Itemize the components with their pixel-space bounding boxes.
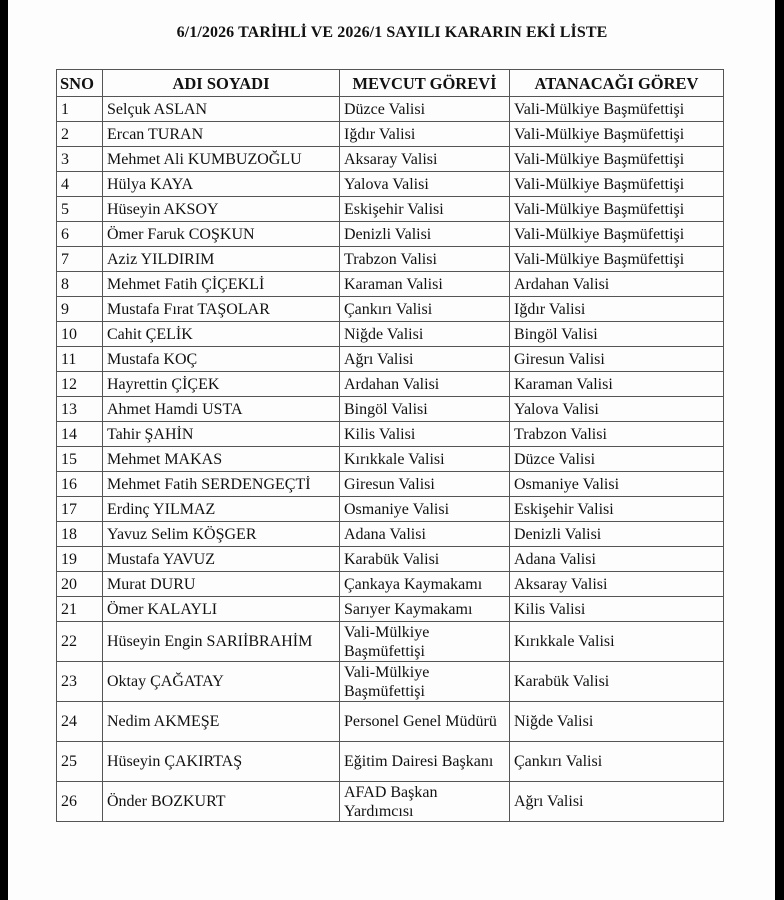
assigned-position-cell: Denizli Valisi xyxy=(510,522,724,547)
table-row xyxy=(57,547,724,572)
assigned-position-cell: Aksaray Valisi xyxy=(510,572,724,597)
table-row xyxy=(57,472,724,497)
assigned-position-cell: Kilis Valisi xyxy=(510,597,724,622)
current-position-cell: Çankırı Valisi xyxy=(340,297,510,322)
assigned-position-cell: Yalova Valisi xyxy=(510,397,724,422)
name-cell: Ömer Faruk COŞKUN xyxy=(103,222,340,247)
current-position-cell: Vali-Mülkiye Başmüfettişi xyxy=(340,622,510,662)
name-cell: Hayrettin ÇİÇEK xyxy=(103,372,340,397)
sno-cell: 4 xyxy=(57,172,103,197)
name-cell: Mustafa YAVUZ xyxy=(103,547,340,572)
assigned-position-cell: Vali-Mülkiye Başmüfettişi xyxy=(510,122,724,147)
sno-cell: 11 xyxy=(57,347,103,372)
current-position-cell: Bingöl Valisi xyxy=(340,397,510,422)
current-position-cell: AFAD Başkan Yardımcısı xyxy=(340,782,510,822)
sno-cell: 9 xyxy=(57,297,103,322)
sno-cell: 17 xyxy=(57,497,103,522)
sno-cell: 12 xyxy=(57,372,103,397)
assigned-position-cell: Eskişehir Valisi xyxy=(510,497,724,522)
assigned-position-cell: Ağrı Valisi xyxy=(510,782,724,822)
assigned-position-cell: Çankırı Valisi xyxy=(510,742,724,782)
table-row xyxy=(57,522,724,547)
sno-cell: 18 xyxy=(57,522,103,547)
name-cell: Yavuz Selim KÖŞGER xyxy=(103,522,340,547)
name-cell: Hülya KAYA xyxy=(103,172,340,197)
name-cell: Erdinç YILMAZ xyxy=(103,497,340,522)
table-row xyxy=(57,662,724,702)
name-cell: Oktay ÇAĞATAY xyxy=(103,662,340,702)
name-cell: Mehmet Fatih ÇİÇEKLİ xyxy=(103,272,340,297)
current-position-cell: Ardahan Valisi xyxy=(340,372,510,397)
table-header-row xyxy=(57,70,724,97)
table-row xyxy=(57,397,724,422)
current-position-cell: Trabzon Valisi xyxy=(340,247,510,272)
assigned-position-cell: Vali-Mülkiye Başmüfettişi xyxy=(510,247,724,272)
assigned-position-cell: Vali-Mülkiye Başmüfettişi xyxy=(510,172,724,197)
current-position-cell: Kırıkkale Valisi xyxy=(340,447,510,472)
assigned-position-cell: Giresun Valisi xyxy=(510,347,724,372)
sno-cell: 2 xyxy=(57,122,103,147)
sno-cell: 14 xyxy=(57,422,103,447)
table-row xyxy=(57,702,724,742)
sno-cell: 25 xyxy=(57,742,103,782)
table-row xyxy=(57,422,724,447)
name-cell: Mehmet Fatih SERDENGEÇTİ xyxy=(103,472,340,497)
table-row xyxy=(57,197,724,222)
table-row xyxy=(57,297,724,322)
assigned-position-cell: Adana Valisi xyxy=(510,547,724,572)
name-cell: Mehmet Ali KUMBUZOĞLU xyxy=(103,147,340,172)
current-position-cell: Giresun Valisi xyxy=(340,472,510,497)
current-position-cell: Niğde Valisi xyxy=(340,322,510,347)
current-position-cell: Aksaray Valisi xyxy=(340,147,510,172)
table-row xyxy=(57,447,724,472)
sno-cell: 26 xyxy=(57,782,103,822)
current-position-cell: Eğitim Dairesi Başkanı xyxy=(340,742,510,782)
sno-cell: 24 xyxy=(57,702,103,742)
assigned-position-cell: Vali-Mülkiye Başmüfettişi xyxy=(510,147,724,172)
current-position-cell: Karabük Valisi xyxy=(340,547,510,572)
sno-cell: 7 xyxy=(57,247,103,272)
assigned-position-cell: Vali-Mülkiye Başmüfettişi xyxy=(510,222,724,247)
table-row xyxy=(57,222,724,247)
sno-cell: 10 xyxy=(57,322,103,347)
name-cell: Tahir ŞAHİN xyxy=(103,422,340,447)
name-cell: Ahmet Hamdi USTA xyxy=(103,397,340,422)
header-assigned-position: ATANACAĞI GÖREV xyxy=(510,70,724,97)
table-row xyxy=(57,122,724,147)
table-row xyxy=(57,247,724,272)
header-sno: SNO xyxy=(57,70,103,97)
current-position-cell: Osmaniye Valisi xyxy=(340,497,510,522)
sno-cell: 8 xyxy=(57,272,103,297)
name-cell: Ömer KALAYLI xyxy=(103,597,340,622)
assigned-position-cell: Bingöl Valisi xyxy=(510,322,724,347)
current-position-cell: Çankaya Kaymakamı xyxy=(340,572,510,597)
assigned-position-cell: Ardahan Valisi xyxy=(510,272,724,297)
sno-cell: 3 xyxy=(57,147,103,172)
sno-cell: 6 xyxy=(57,222,103,247)
assigned-position-cell: Niğde Valisi xyxy=(510,702,724,742)
name-cell: Mustafa Fırat TAŞOLAR xyxy=(103,297,340,322)
table-row xyxy=(57,497,724,522)
table-row xyxy=(57,97,724,122)
name-cell: Önder BOZKURT xyxy=(103,782,340,822)
sno-cell: 1 xyxy=(57,97,103,122)
current-position-cell: Karaman Valisi xyxy=(340,272,510,297)
sno-cell: 19 xyxy=(57,547,103,572)
current-position-cell: Eskişehir Valisi xyxy=(340,197,510,222)
current-position-cell: Sarıyer Kaymakamı xyxy=(340,597,510,622)
name-cell: Mehmet MAKAS xyxy=(103,447,340,472)
name-cell: Nedim AKMEŞE xyxy=(103,702,340,742)
current-position-cell: Yalova Valisi xyxy=(340,172,510,197)
table-row xyxy=(57,272,724,297)
table-row xyxy=(57,597,724,622)
sno-cell: 13 xyxy=(57,397,103,422)
table-row xyxy=(57,322,724,347)
current-position-cell: Adana Valisi xyxy=(340,522,510,547)
table-row xyxy=(57,622,724,662)
current-position-cell: Kilis Valisi xyxy=(340,422,510,447)
current-position-cell: Denizli Valisi xyxy=(340,222,510,247)
name-cell: Aziz YILDIRIM xyxy=(103,247,340,272)
document-title: 6/1/2026 TARİHLİ VE 2026/1 SAYILI KARARIN EKİ LİSTE xyxy=(176,24,608,41)
assigned-position-cell: Karaman Valisi xyxy=(510,372,724,397)
table-row xyxy=(57,172,724,197)
table-row xyxy=(57,147,724,172)
assigned-position-cell: Vali-Mülkiye Başmüfettişi xyxy=(510,97,724,122)
table-row xyxy=(57,782,724,822)
sno-cell: 20 xyxy=(57,572,103,597)
assigned-position-cell: Vali-Mülkiye Başmüfettişi xyxy=(510,197,724,222)
sno-cell: 15 xyxy=(57,447,103,472)
current-position-cell: Iğdır Valisi xyxy=(340,122,510,147)
assigned-position-cell: Karabük Valisi xyxy=(510,662,724,702)
current-position-cell: Ağrı Valisi xyxy=(340,347,510,372)
current-position-cell: Vali-Mülkiye Başmüfettişi xyxy=(340,662,510,702)
header-current-position: MEVCUT GÖREVİ xyxy=(340,70,510,97)
sno-cell: 16 xyxy=(57,472,103,497)
assigned-position-cell: Düzce Valisi xyxy=(510,447,724,472)
assigned-position-cell: Kırıkkale Valisi xyxy=(510,622,724,662)
current-position-cell: Personel Genel Müdürü xyxy=(340,702,510,742)
table-row xyxy=(57,372,724,397)
name-cell: Hüseyin Engin SARIİBRAHİM xyxy=(103,622,340,662)
table-row xyxy=(57,347,724,372)
name-cell: Hüseyin ÇAKIRTAŞ xyxy=(103,742,340,782)
name-cell: Hüseyin AKSOY xyxy=(103,197,340,222)
assigned-position-cell: Iğdır Valisi xyxy=(510,297,724,322)
sno-cell: 5 xyxy=(57,197,103,222)
table-row xyxy=(57,742,724,782)
name-cell: Murat DURU xyxy=(103,572,340,597)
name-cell: Cahit ÇELİK xyxy=(103,322,340,347)
appointment-table xyxy=(56,69,724,822)
sno-cell: 23 xyxy=(57,662,103,702)
sno-cell: 22 xyxy=(57,622,103,662)
assigned-position-cell: Trabzon Valisi xyxy=(510,422,724,447)
name-cell: Ercan TURAN xyxy=(103,122,340,147)
header-name: ADI SOYADI xyxy=(103,70,340,97)
table-row xyxy=(57,572,724,597)
sno-cell: 21 xyxy=(57,597,103,622)
assigned-position-cell: Osmaniye Valisi xyxy=(510,472,724,497)
current-position-cell: Düzce Valisi xyxy=(340,97,510,122)
name-cell: Mustafa KOÇ xyxy=(103,347,340,372)
name-cell: Selçuk ASLAN xyxy=(103,97,340,122)
